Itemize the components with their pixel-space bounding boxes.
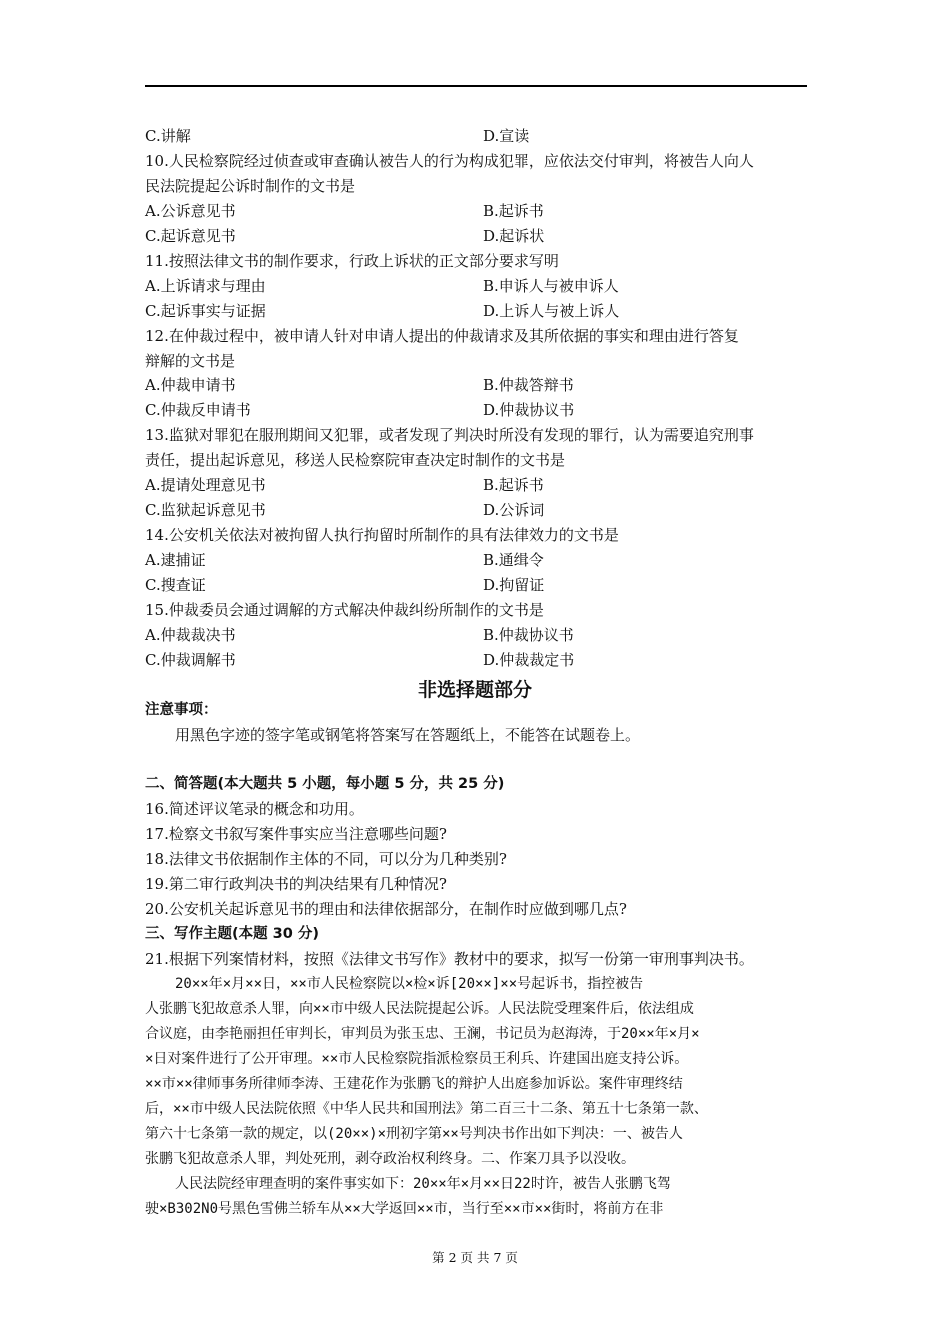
q10-option-a: A.公诉意见书 bbox=[145, 202, 236, 220]
q14-option-b: B.通缉令 bbox=[483, 551, 544, 569]
q12-stem-line1: 12.在仲裁过程中，被申请人针对申请人提出的仲裁请求及其所依据的事实和理由进行答复 bbox=[145, 327, 739, 345]
q11-option-a: A.上诉请求与理由 bbox=[145, 277, 266, 295]
q13-stem-line1: 13.监狱对罪犯在服刑期间又犯罪，或者发现了判决时所没有发现的罪行，认为需要追究刑事 bbox=[145, 426, 754, 444]
q12-stem-line2: 辩解的文书是 bbox=[145, 352, 236, 370]
case-line-9: 人民法院经审理查明的案件事实如下：20××年×月××日22时许，被告人张鹏飞驾 bbox=[175, 1176, 671, 1192]
q10-option-c: C.起诉意见书 bbox=[145, 227, 236, 245]
q14-option-d: D.拘留证 bbox=[483, 576, 545, 594]
q12-option-a: A.仲裁申请书 bbox=[145, 376, 236, 394]
q17: 17.检察文书叙写案件事实应当注意哪些问题? bbox=[145, 825, 447, 843]
q15-option-d: D.仲裁裁定书 bbox=[483, 651, 575, 669]
q11-option-c: C.起诉事实与证据 bbox=[145, 302, 266, 320]
q15-option-b: B.仲裁协议书 bbox=[483, 626, 574, 644]
case-line-8: 张鹏飞犯故意杀人罪，判处死刑，剥夺政治权利终身。二、作案刀具予以没收。 bbox=[145, 1151, 635, 1167]
q14-option-c: C.搜查证 bbox=[145, 576, 206, 594]
section3-title: 三、写作主题(本题 30 分) bbox=[145, 926, 320, 942]
q13-option-c: C.监狱起诉意见书 bbox=[145, 501, 266, 519]
case-line-6: 后，××市中级人民法院依照《中华人民共和国刑法》第二百三十二条、第五十七条第一款、 bbox=[145, 1101, 708, 1117]
q15-option-c: C.仲裁调解书 bbox=[145, 651, 236, 669]
q9-option-d: D.宣读 bbox=[483, 127, 530, 145]
case-line-10: 驶×B302N0号黑色雪佛兰轿车从××大学返回××市，当行至××市××街时，将前方在非 bbox=[145, 1201, 664, 1217]
q13-option-d: D.公诉词 bbox=[483, 501, 545, 519]
case-line-7: 第六十七条第一款的规定，以(20××)×刑初字第××号判决书作出如下判决：一、被告人 bbox=[145, 1126, 683, 1142]
q10-option-b: B.起诉书 bbox=[483, 202, 544, 220]
q14-option-a: A.逮捕证 bbox=[145, 551, 206, 569]
q14-stem: 14.公安机关依法对被拘留人执行拘留时所制作的具有法律效力的文书是 bbox=[145, 526, 619, 544]
q12-option-b: B.仲裁答辩书 bbox=[483, 376, 574, 394]
q10-stem-line2: 民法院提起公诉时制作的文书是 bbox=[145, 177, 356, 195]
q21-stem: 21.根据下列案情材料，按照《法律文书写作》教材中的要求，拟写一份第一审刑事判决书。 bbox=[145, 950, 754, 968]
notice-label: 注意事项： bbox=[145, 702, 218, 718]
q13-stem-line2: 责任，提出起诉意见，移送人民检察院审查决定时制作的文书是 bbox=[145, 451, 566, 469]
q15-stem: 15.仲裁委员会通过调解的方式解决仲裁纠纷所制作的文书是 bbox=[145, 601, 544, 619]
q13-option-a: A.提请处理意见书 bbox=[145, 476, 266, 494]
q12-option-c: C.仲裁反申请书 bbox=[145, 401, 251, 419]
case-line-4: ×日对案件进行了公开审理。××市人民检察院指派检察员王利兵、许建国出庭支持公诉。 bbox=[145, 1051, 689, 1067]
q15-option-a: A.仲裁裁决书 bbox=[145, 626, 236, 644]
case-line-2: 人张鹏飞犯故意杀人罪，向××市中级人民法院提起公诉。人民法院受理案件后，依法组成 bbox=[145, 1001, 694, 1017]
q13-option-b: B.起诉书 bbox=[483, 476, 544, 494]
q16: 16.简述评议笔录的概念和功用。 bbox=[145, 800, 364, 818]
header-rule bbox=[145, 85, 807, 87]
q12-option-d: D.仲裁协议书 bbox=[483, 401, 575, 419]
page-footer: 第 2 页 共 7 页 bbox=[432, 1250, 518, 1265]
q10-stem-line1: 10.人民检察院经过侦查或审查确认被告人的行为构成犯罪，应依法交付审判，将被告人向人 bbox=[145, 152, 754, 170]
case-line-3: 合议庭，由李艳丽担任审判长，审判员为张玉忠、王澜，书记员为赵海涛，于20××年×月× bbox=[145, 1026, 700, 1042]
case-line-1: 20××年×月××日，××市人民检察院以×检×诉[20××]××号起诉书，指控被告 bbox=[175, 976, 644, 992]
case-line-5: ××市××律师事务所律师李涛、王建花作为张鹏飞的辩护人出庭参加诉讼。案件审理终结 bbox=[145, 1076, 683, 1092]
q11-option-d: D.上诉人与被上诉人 bbox=[483, 302, 620, 320]
q9-option-c: C.讲解 bbox=[145, 127, 191, 145]
q11-stem: 11.按照法律文书的制作要求，行政上诉状的正文部分要求写明 bbox=[145, 252, 559, 270]
q19: 19.第二审行政判决书的判决结果有几种情况? bbox=[145, 875, 447, 893]
q20: 20.公安机关起诉意见书的理由和法律依据部分，在制作时应做到哪几点? bbox=[145, 900, 627, 918]
section-title: 非选择题部分 bbox=[417, 679, 532, 701]
notice-text: 用黑色字迹的签字笔或钢笔将答案写在答题纸上，不能答在试题卷上。 bbox=[175, 726, 641, 744]
section2-title: 二、简答题(本大题共 5 小题，每小题 5 分，共 25 分) bbox=[145, 776, 505, 792]
q18: 18.法律文书依据制作主体的不同，可以分为几种类别? bbox=[145, 850, 507, 868]
q10-option-d: D.起诉状 bbox=[483, 227, 545, 245]
q11-option-b: B.申诉人与被申诉人 bbox=[483, 277, 619, 295]
